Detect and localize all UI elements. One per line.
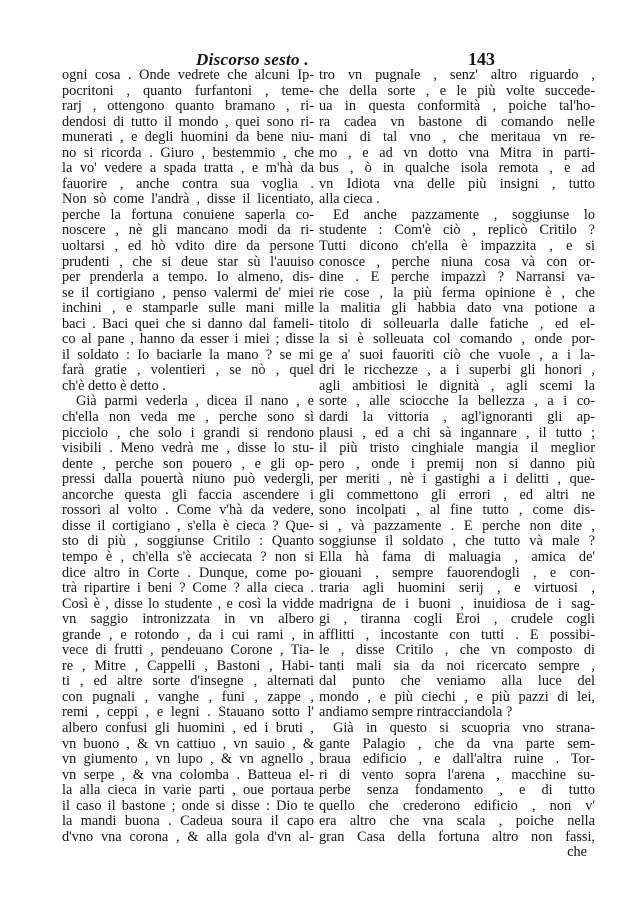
text-line: era altro che vna scala , poiche nella <box>319 813 595 830</box>
text-line: se il cortigiano , penso valermi de' miei <box>62 284 314 301</box>
text-line: tro vn pugnale , senz' altro riguardo , <box>319 67 595 83</box>
text-line: dente , perche son pouero , e gli op- <box>62 455 314 472</box>
text-line: Ed anche pazzamente , soggiunse lo <box>333 206 595 223</box>
text-line: gran Casa della fortuna altro non fassi, <box>319 828 595 845</box>
text-line: dri le ricchezze , a i superbi gli honori , <box>319 362 595 379</box>
running-title: Discorso sesto . <box>196 50 309 69</box>
text-line: traria agli huomini serij , e virtuosi , <box>319 580 595 597</box>
left-text-column <box>62 68 314 845</box>
text-line: il soldato : Io baciarle la mano ? se mi <box>62 346 314 363</box>
text-line: mondo , e più ciechi , e più pazzi di lei, <box>319 688 595 705</box>
text-line: sto di più , soggiunse Critilo : Quanto <box>62 533 314 550</box>
right-text-column <box>319 68 595 861</box>
text-line: per meriti , nè i gastighi a i delitti , que- <box>319 471 595 488</box>
text-line: ua in questa conformità , poiche tal'ho- <box>319 98 595 115</box>
text-line: titolo di solleuarla dalle fatiche , ed el- <box>319 315 595 332</box>
text-line: si , và pazzamente . E perche non dite , <box>319 517 595 534</box>
text-line: Non sò come l'andrà , disse il licentiato, <box>62 191 314 208</box>
text-line: alla cieca . <box>319 191 380 208</box>
text-line: quello che crederono edificio , non v' <box>319 797 595 814</box>
text-line: soggiunse il soldato , che tutto và male ? <box>319 533 595 550</box>
text-line: gante Palagio , che da vna parte sem- <box>319 735 595 752</box>
text-line: Già parmi vederla , dicea il nano , e <box>76 393 314 410</box>
text-line: vn buono , & vn cattiuo , vn sauio , & <box>62 735 314 752</box>
text-line: la vo' vedere a spada tratta , e m'hà da <box>62 160 314 177</box>
text-line: il più tristo cinghiale mangia il meglior <box>319 440 595 457</box>
text-line: la si è solleuata col comando , onde por- <box>319 331 595 348</box>
text-line: mani di tal vno , che meritaua vn re- <box>319 129 595 146</box>
text-line: sono incolpati , al fine tutto , come dis- <box>319 502 595 519</box>
text-line: pressi dalla pouertà niuno può vedergli, <box>62 471 314 488</box>
text-line: picciolo , che solo i grandi si rendono <box>62 424 314 441</box>
text-line: rarj , ottengono quanto bramano , ri- <box>62 98 314 115</box>
text-line: Già in questo si scuopria vno strana- <box>333 719 595 736</box>
text-line: bus , ò in qualche isola remota , e ad <box>319 160 595 177</box>
text-line: remi , ceppi , e legni . Stauano sotto l' <box>62 704 314 721</box>
text-line: studente : Com'è ciò , replicò Critilo ? <box>319 222 595 239</box>
text-line: re , Mitre , Cappelli , Bastoni , Habi- <box>62 657 314 674</box>
text-line: ch'ella non veda me , perche sono sì <box>62 409 314 426</box>
text-line: grande , e rotondo , da i cui rami , in <box>62 626 314 643</box>
text-line: madrigna de i buoni , inuidiosa de i sag- <box>319 595 595 612</box>
text-line: vn serpe , & vna colomba . Batteua el- <box>62 766 314 783</box>
text-line: ra cadea vn bastone di comando nelle <box>319 113 595 130</box>
text-line: vn giumento , vn lupo , & vn agnello , <box>62 751 314 768</box>
catchword: che <box>567 844 587 861</box>
text-line: farà gratie , volentieri , se nò , quel <box>62 362 314 379</box>
text-line: ti , ed altre sorte d'insegne , alternati <box>62 673 314 690</box>
text-line: co al pane , hanno da esser i miei ; disse <box>62 331 314 348</box>
text-line: vn saggio intronizzata in vn albero <box>62 611 314 628</box>
text-line: Così è , disse lo studente , e così la vidde <box>62 595 314 612</box>
text-line: Tutti dicono ch'ella è impazzita , e si <box>319 238 595 255</box>
text-line: la malitia gli habbia dato vna potione a <box>319 300 595 317</box>
text-line: pero , onde i premij non si danno più <box>319 455 595 472</box>
text-line: afflitti , incostante con tutti . E possibi- <box>319 626 595 643</box>
text-line: con pugnali , vanghe , funi , zappe , <box>62 688 314 705</box>
text-line: ri di vento sopra l'arena , macchine su- <box>319 766 595 783</box>
text-line: ancorche questa gli faccia ascendere i <box>62 486 314 503</box>
text-line: dine . E perche impazzì ? Narransi va- <box>319 269 595 286</box>
text-line: conosce , perche niuna cosa và con or- <box>319 253 595 270</box>
text-line: sorte , alle sciocche la bellezza , a i co- <box>319 393 595 410</box>
text-line: munerati , e degli huomini da bene niu- <box>62 129 314 146</box>
text-line: trà ripartire i beni ? Come ? alla cieca . <box>62 580 314 597</box>
text-line: vece di frutti , pendeuano Corone , Tia- <box>62 642 314 659</box>
text-line: agli ambitiosi le dignità , agli scemi la <box>319 377 595 394</box>
text-line: prudenti , che si deue star sù l'auuiso <box>62 253 314 270</box>
text-line: perche la fortuna conuiene saperla co- <box>62 206 314 223</box>
text-line: inchini , e stamparle sulle mani mille <box>62 300 314 317</box>
text-line: vn Idiota vna delle più insigni , tutto <box>319 175 595 192</box>
text-line: che della sorte , e le più volte succede- <box>319 82 595 99</box>
text-line: giouani , sempre fauorendogli , e con- <box>319 564 595 581</box>
text-line: gli commettono gli errori , ed altri ne <box>319 486 595 503</box>
text-line: pocritoni , quanto furfantoni , teme- <box>62 82 314 99</box>
text-line: fauorire , anche contra sua voglia . <box>62 175 314 192</box>
text-line: braua edificio , e dall'altra ruine . Tor- <box>319 751 595 768</box>
text-line: dendosi di tutto il mondo , quei sono ri- <box>62 113 314 130</box>
text-line: la mandi buona . Cadeua soura il capo <box>62 813 314 830</box>
text-line: perbe senza fondamento , e di tutto <box>319 782 595 799</box>
text-line: il caso il bastone ; onde si disse : Dio te <box>62 797 314 814</box>
text-line: andiamo sempre rintracciandola ? <box>319 704 513 721</box>
text-line: dice altro in Corte . Dunque, come po- <box>62 564 314 581</box>
text-line: d'vno vna corona , & alla gola d'vn al- <box>62 828 314 845</box>
text-line: rossori al volto . Come v'hà da vedere, <box>62 502 314 519</box>
text-line: gi , tiranna cogli Eroi , crudele cogli <box>319 611 595 628</box>
text-line: rie cose , la più ferma opinione è , che <box>319 284 595 301</box>
text-line: Ella hà fama di maluagia , amica de' <box>319 548 595 565</box>
text-line: albero confusi gli huomini , ed i bruti , <box>62 719 314 736</box>
text-line: tanti mali sia da noi ricercato sempre , <box>319 657 595 674</box>
text-line: le , disse Critilo , che vn composto di <box>319 642 595 659</box>
text-line: baci . Baci quei che si danno dal fameli- <box>62 315 314 332</box>
text-line: ogni cosa . Onde vedrete che alcuni Ip- <box>62 67 314 83</box>
text-line: tempo è , ch'ella s'è acciecata ? non si <box>62 548 314 565</box>
text-line: mo , e ad vn dotto vna Mitra in parti- <box>319 144 595 161</box>
text-line: per prenderla a tempo. Io almeno, dis- <box>62 269 314 286</box>
text-line: ge a' suoi fauoriti ciò che vuole , a i la- <box>319 346 595 363</box>
text-line: ch'è detto è detto . <box>62 377 166 394</box>
text-line: noscere , nè gli mancano modi da ri- <box>62 222 314 239</box>
page-number: 143 <box>468 49 495 69</box>
text-line: dal punto che veniamo alla luce del <box>319 673 595 690</box>
text-line: uoltarsi , ed hò vdito dire da persone <box>62 238 314 255</box>
text-line: dardi la vittoria , agl'ignoranti gli ap- <box>319 409 595 426</box>
text-line: disse il cortigiano , s'ella è cieca ? Que- <box>62 517 314 534</box>
text-line: visibili . Meno vedrà me , disse lo stu- <box>62 440 314 457</box>
text-line: plausi , ed a chi sà ingannare , il tutto ; <box>319 424 595 441</box>
text-line: no si ricorda . Giuro , bestemmio , che <box>62 144 314 161</box>
text-line: la alla cieca in varie parti , oue portaua <box>62 782 314 799</box>
